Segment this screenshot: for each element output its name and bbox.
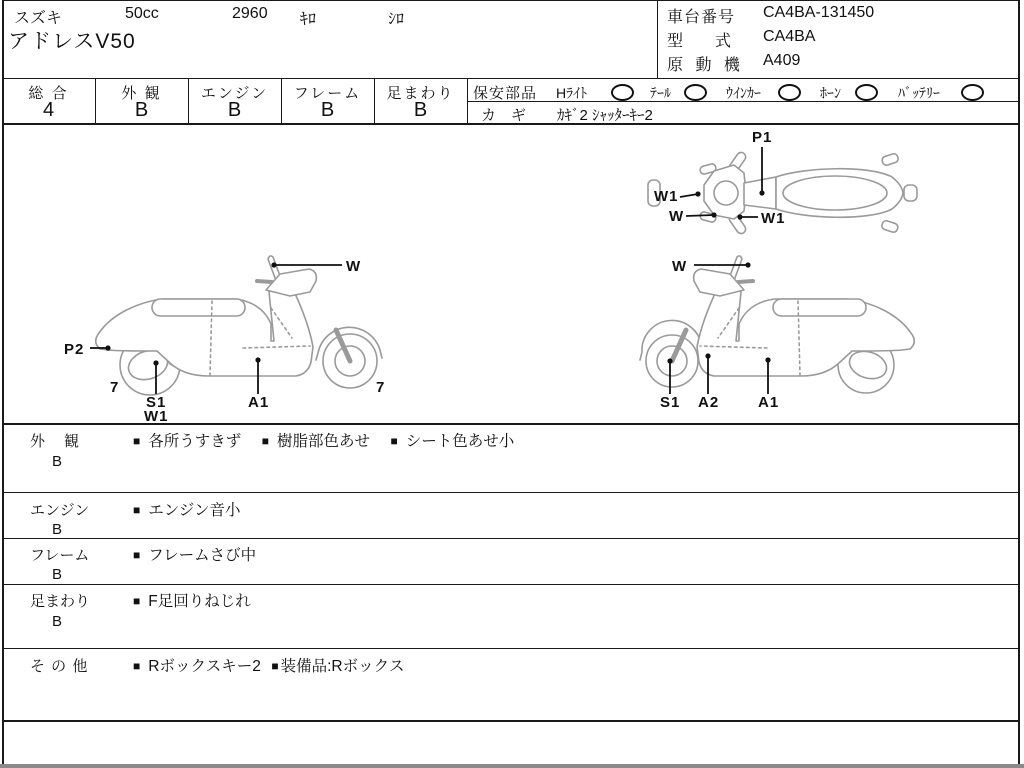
rating-exterior-value: B: [134, 99, 149, 121]
bullet-icon: ■: [133, 659, 141, 673]
bullet-icon: ■: [133, 594, 141, 608]
row-divider: [2, 538, 1018, 539]
diagram-label-s1: S1: [146, 394, 167, 411]
diagram-bottom-line: [2, 423, 1018, 425]
comment-item: フレームさび中: [148, 547, 257, 564]
scooter-right-side-diagram: [620, 248, 950, 422]
row-divider: [2, 584, 1018, 585]
comment-item: 各所うすきず: [148, 433, 242, 450]
comment-item: エンジン音小: [148, 502, 241, 519]
diagram-label-w-mirror: W: [672, 258, 688, 275]
comment-item: 樹脂部色あせ: [276, 433, 370, 450]
diagram-label-w-grip: W: [669, 208, 685, 225]
status-ok-circle-icon: [778, 84, 801, 101]
engine-code-value: A409: [763, 52, 801, 69]
diagram-label-a1: A1: [758, 394, 780, 411]
comment-frame-items: [133, 543, 272, 565]
mileage-value: 2960: [232, 5, 268, 22]
comment-other-items: [133, 654, 420, 676]
safety-item-winker: ｳｲﾝｶｰ: [726, 85, 761, 101]
scooter-left-side-diagram: [60, 248, 420, 422]
bullet-icon: ■: [261, 434, 269, 448]
rating-exterior-label: 外 観: [121, 85, 162, 102]
comment-engine-label: エンジン: [30, 502, 90, 519]
rating-overall-value: 4: [42, 99, 55, 121]
diagram-label-a1: A1: [248, 394, 270, 411]
mileage-unit: ｷﾛ: [300, 11, 317, 28]
diagram-label-a2: A2: [698, 394, 720, 411]
comment-frame-grade: B: [52, 566, 63, 583]
key-label: カ ギ: [481, 107, 527, 124]
key-value: ｶｷﾞ2 ｼｬｯﾀｰｷｰ2: [557, 107, 653, 124]
diagram-label-7-rear: 7: [110, 379, 120, 396]
status-ok-circle-icon: [684, 84, 707, 101]
safety-item-headlight: Hﾗｲﾄ: [556, 85, 588, 101]
rating-undercarriage-label: 足まわり: [386, 85, 455, 102]
model-name: アドレスV50: [8, 30, 136, 53]
row-divider: [2, 648, 1018, 649]
rating-overall-label: 総 合: [28, 85, 69, 102]
status-ok-circle-icon: [855, 84, 878, 101]
diagram-label-w1-front: W1: [654, 188, 679, 205]
row-divider: [2, 492, 1018, 493]
safety-parts-label: 保安部品: [473, 85, 538, 102]
rating-engine-value: B: [227, 99, 242, 121]
bullet-icon: ■: [133, 548, 141, 562]
bullet-icon: ■: [133, 434, 141, 448]
comment-frame-label: フレーム: [30, 547, 90, 564]
row-divider-heavy: [2, 720, 1018, 722]
comment-item: Rボックスキー2: [148, 658, 261, 675]
rating-frame-value: B: [320, 99, 335, 121]
bottom-scan-strip: [0, 764, 1024, 768]
top-border: [2, 0, 1020, 1]
comment-undercarriage-items: [133, 589, 267, 611]
engine-code-label: 原 動 機: [667, 57, 744, 74]
bullet-icon: ■: [271, 659, 279, 673]
model-code-label: 型 式: [667, 33, 732, 50]
diagram-label-s1: S1: [660, 394, 681, 411]
comment-other-label: そ の 他: [30, 658, 89, 675]
rating-undercarriage-value: B: [413, 99, 428, 121]
comment-item: F足回りねじれ: [148, 593, 251, 610]
diagram-label-p2: P2: [64, 341, 85, 358]
rating-frame-label: フレーム: [293, 85, 362, 102]
scooter-top-view-diagram: [640, 127, 940, 242]
comment-exterior-items: [133, 429, 530, 451]
bullet-icon: ■: [133, 503, 141, 517]
diagram-label-w-mirror: W: [346, 258, 362, 275]
bullet-icon: ■: [390, 434, 398, 448]
diagram-label-w1-bar: W1: [761, 210, 786, 227]
comment-exterior-grade: B: [52, 453, 63, 470]
header-bottom-line: [2, 78, 1018, 79]
model-code-value: CA4BA: [763, 28, 816, 45]
chassis-number-label: 車台番号: [667, 9, 736, 26]
comment-exterior-label: 外 観: [30, 433, 82, 450]
diagram-label-p1: P1: [752, 129, 773, 146]
chassis-number-value: CA4BA-131450: [763, 4, 875, 21]
comment-item: 装備品:Rボックス: [280, 658, 405, 675]
maker-name: スズキ: [14, 10, 63, 27]
displacement: 50cc: [125, 5, 159, 22]
safety-item-tail: ﾃｰﾙ: [650, 85, 671, 101]
right-border: [1018, 0, 1020, 764]
header-divider: [657, 0, 658, 79]
diagram-label-w1: W1: [144, 408, 169, 422]
safety-item-battery: ﾊﾞｯﾃﾘｰ: [898, 85, 940, 101]
comment-engine-items: [133, 498, 256, 520]
comment-engine-grade: B: [52, 521, 63, 538]
status-ok-circle-icon: [961, 84, 984, 101]
safety-item-horn: ﾎｰﾝ: [820, 85, 841, 101]
diagram-label-7-front: 7: [376, 379, 386, 396]
rating-engine-label: エンジン: [200, 85, 269, 102]
comment-undercarriage-label: 足まわり: [30, 593, 91, 610]
comment-undercarriage-grade: B: [52, 613, 63, 630]
body-color: ｼﾛ: [388, 11, 405, 28]
status-ok-circle-icon: [611, 84, 634, 101]
comment-item: シート色あせ小: [405, 433, 515, 450]
